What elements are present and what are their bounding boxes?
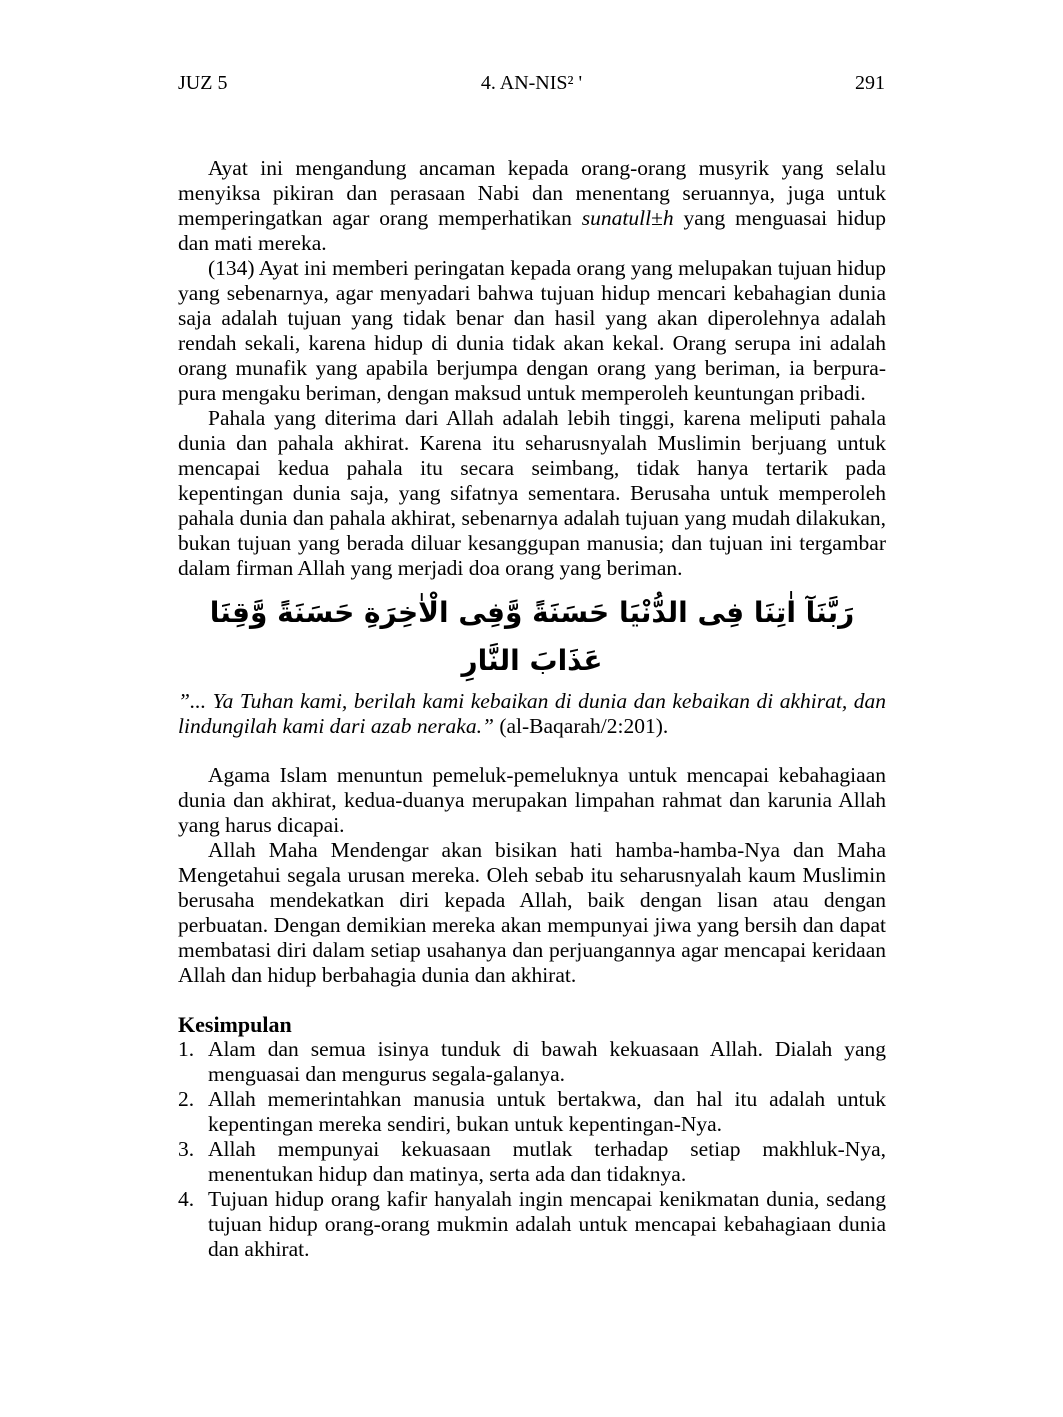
list-number: 4.	[178, 1187, 195, 1211]
juz-label: JUZ 5	[178, 72, 228, 94]
surah-title: 4. AN-NIS² '	[480, 72, 583, 94]
running-header	[178, 72, 885, 100]
spacer	[178, 988, 886, 1012]
list-number: 3.	[178, 1137, 195, 1161]
list-item-text: Allah mempunyai kekuasaan mutlak terhadap setiap makhluk-Nya, menentukan hidup dan matinya, serta ada dan tidaknya.	[208, 1137, 886, 1186]
verse-translation-text: ”... Ya Tuhan kami, berilah kami kebaikan di dunia dan kebaikan di akhirat, dan lindungilah kami dari azab neraka.”	[178, 689, 886, 738]
paragraph-134: (134) Ayat ini memberi peringatan kepada orang yang melupakan tujuan hidup yang sebenarnya, agar menyadari bahwa tujuan hidup mencari kebahagian dunia saja adalah tujuan yang tidak benar dan hasil yang akan diperolehnya adalah rendah sekali, karena hidup di dunia tidak akan kekal. Orang serupa ini adalah orang munafik yang apabila berjumpa dengan orang yang beriman, ia berpura-pura mengaku beriman, dengan maksud untuk memperoleh keuntungan pribadi.	[178, 256, 886, 405]
list-item-text: Allah memerintahkan manusia untuk bertakwa, dan hal itu adalah untuk kepentingan mereka sendiri, bukan untuk kepentingan-Nya.	[208, 1087, 886, 1136]
paragraph-pahala: Pahala yang diterima dari Allah adalah lebih tinggi, karena meliputi pahala dunia dan pahala akhirat. Karena itu seharusnyalah Muslimin berjuang untuk mencapai kedua pahala itu secara seimbang, tidak hanya tertarik pada kepentingan dunia saja, yang sifatnya sementara. Berusaha untuk memperoleh pahala dunia dan pahala akhirat, sebenarnya adalah tujuan yang mudah dilakukan, bukan tujuan yang berada diluar kesanggupan manusia; dan tujuan ini tergambar dalam firman Allah yang merjadi doa orang yang beriman.	[178, 406, 886, 580]
spacer	[178, 739, 886, 763]
list-item	[178, 1037, 886, 1087]
arabic-verse: رَبَّنَآ اٰتِنَا فِى الدُّنْيَا حَسَنَةً وَّفِى الْاٰخِرَةِ حَسَنَةً وَّقِنَا عَذَابَ النَّارِ	[209, 596, 855, 677]
list-item-text: Tujuan hidup orang kafir hanyalah ingin mencapai kenikmatan dunia, sedang tujuan hidup orang-orang mukmin adalah untuk mencapai kebahagiaan dunia dan akhirat.	[208, 1187, 886, 1261]
paragraph-intro-tail: yang menguasai hidup dan mati mereka.	[178, 206, 886, 255]
list-number: 1.	[178, 1037, 195, 1061]
verse-translation	[178, 689, 886, 739]
list-item-text: Alam dan semua isinya tunduk di bawah kekuasaan Allah. Dialah yang menguasai dan mengurus segala-galanya.	[208, 1037, 886, 1086]
list-item	[178, 1087, 886, 1137]
paragraph-intro-text: Ayat ini mengandung ancaman kepada orang-orang musyrik yang selalu menyiksa pikiran dan perasaan Nabi dan menentang seruannya, juga untuk memperingatkan agar orang memperhatikan	[178, 156, 886, 230]
list-number: 2.	[178, 1087, 195, 1111]
verse-reference: (al-Baqarah/2:201).	[493, 714, 669, 738]
conclusion-heading: Kesimpulan	[178, 1012, 292, 1037]
paragraph-intro	[178, 156, 886, 256]
page-number: 291	[855, 72, 885, 94]
paragraph-allah: Allah Maha Mendengar akan bisikan hati hamba-hamba-Nya dan Maha Mengetahui segala urusan mereka. Oleh sebab itu seharusnyalah kaum Muslimin berusaha mendekatkan diri kepada Allah, baik dengan lisan atau dengan perbuatan. Dengan demikian mereka akan mempunyai jiwa yang bersih dan dapat membatasi diri dalam setiap usahanya dan perjuangannya agar mencapai keridaan Allah dan hidup berbahagia dunia dan akhirat.	[178, 838, 886, 987]
list-item	[178, 1137, 886, 1187]
page-body	[178, 156, 886, 1262]
italic-term: sunatull±h	[581, 206, 674, 230]
conclusion-list	[178, 1037, 886, 1262]
paragraph-agama: Agama Islam menuntun pemeluk-pemeluknya untuk mencapai kebahagiaan dunia dan akhirat, kedua-duanya merupakan limpahan rahmat dan karunia Allah yang harus dicapai.	[178, 763, 886, 837]
list-item	[178, 1187, 886, 1262]
